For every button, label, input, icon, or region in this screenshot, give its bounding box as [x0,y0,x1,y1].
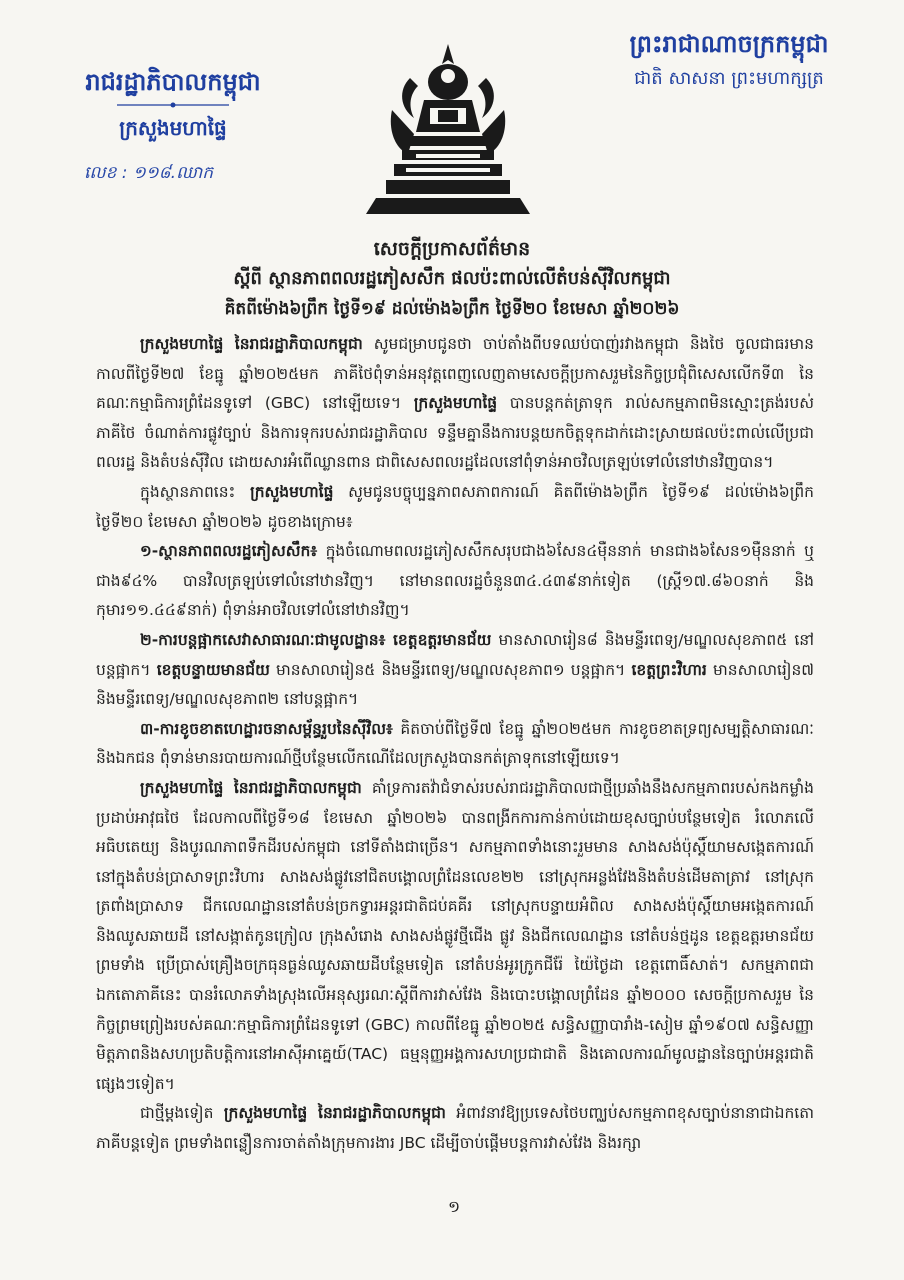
paragraph-text: អំពាវនាវឱ្យប្រទេសថៃបញ្ឈប់សកម្មភាពខុសច្បាប់នានាជាឯកតោភាគីបន្តទៀត ព្រមទាំងពន្លឿនការចាត់តាំងក្រុមការងារ JBC ដើម្បីចាប់ផ្ដើមបន្តការវាស់វែង និងរក្សា [96,1104,814,1153]
paragraph-text: មានសាលារៀន៥ និងមន្ទីរពេទ្យ/មណ្ឌលសុខភាព១ បន្តផ្អាក។ [269,660,632,679]
ornament-divider-icon [113,100,233,110]
title-subject: ស្ដីពី ស្ថានភាពពលរដ្ឋភៀសសឹក ផលប៉ះពាល់លើតំបន់ស៊ីវិលកម្ពុជា [233,268,671,289]
paragraph-text: មានសាលារៀន៧ និងមន្ទីរពេទ្យ/មណ្ឌលសុខភាព២ នៅបន្តផ្អាក។ [96,660,815,709]
paragraph-text: ក្នុងស្ថានភាពនេះ [140,482,251,501]
section-heading: ៣-ការខូចខាតហេដ្ឋារចនាសម្ព័ន្ធរួបនៃស៊ីវិល៖ [140,719,393,738]
paragraph-damage [96,715,814,774]
ministry-name: ក្រសួងមហាផ្ទៃ [119,116,227,140]
royal-emblem-icon [358,38,538,220]
paragraph-services [96,626,814,715]
paragraph-refugees [96,537,814,626]
document-title [90,234,814,324]
paragraph-text: បានបន្តកត់ត្រាទុក រាល់សកម្មភាពមិនស្មោះត្រង់របស់ភាគីថៃ ចំណាត់ការផ្លូវច្បាប់ និងការទុករបស់រាជរដ្ឋាភិបាល ទន្ទឹមគ្នានឹងការបន្តយកចិត្តទុកដាក់ដោះស្រាយផលប៉ះពាល់លើប្រជាពលរដ្ឋ និងតំបន់ស៊ីវិល ដោយសារអំពើឈ្លានពាន ជាពិសេសពលរដ្ឋដែលនៅពុំទាន់អាចវិលត្រឡប់ទៅលំនៅឋានវិញបាន។ [96,394,815,472]
paragraph-text: សូមជម្រាបជូនថា ចាប់តាំងពីបទឈប់បាញ់រវាងកម្ពុជា និងថៃ ចូលជាធរមាន កាលពីថ្ងៃទី២៧ ខែធ្នូ ឆ្នាំ២០២៥មក ភាគីថៃពុំទាន់អនុវត្តពេញលេញតាមសេចក្ដីប្រកាសរួមនៃកិច្ចប្រជុំពិសេសលើកទី៣ នៃគណៈកម្មាធិការព្រំដែនទូទៅ (GBC) នៅឡើយទេ។ [96,335,814,413]
ministry-lead: ក្រសួងមហាផ្ទៃ នៃរាជរដ្ឋាភិបាលកម្ពុជា [140,778,362,797]
page-number: ១ [448,1197,461,1216]
paragraph-update [96,478,814,537]
document-body [96,330,814,1159]
kingdom-header [584,28,874,92]
paragraph-text: សូមជូនបច្ចុប្បន្នភាពសភាពការណ៍ គិតពីម៉ោង៦ព្រឹក ថ្ងៃទី១៩ ដល់ម៉ោង៦ព្រឹក ថ្ងៃទី២០ ខែមេសា ឆ្នាំ២០២៦ ដូចខាងក្រោម៖ [96,482,814,531]
paragraph-text: ជាថ្មីម្ដងទៀត [140,1104,224,1123]
reference-number: លេខ : ១១៨.ឈាក [84,163,214,183]
section-heading: ១-ស្ថានភាពពលរដ្ឋភៀសសឹក៖ [140,542,318,561]
title-period: គិតពីម៉ោង៦ព្រឹក ថ្ងៃទី១៩ ដល់ម៉ោង៦ព្រឹក ថ្ងៃទី២០ ខែមេសា ឆ្នាំ២០២៦ [224,299,680,319]
national-motto: ជាតិ សាសនា ព្រះមហាក្សត្រ [634,68,824,89]
ministry-lead: ក្រសួងមហាផ្ទៃ នៃរាជរដ្ឋាភិបាលកម្ពុជា [223,1104,446,1123]
paragraph-text: គិតចាប់ពីថ្ងៃទី៧ ខែធ្នូ ឆ្នាំ២០២៥មក ការខូចខាតទ្រព្យសម្បត្តិសាធារណៈ និងឯកជន ពុំទាន់មានរបាយការណ៍ថ្មីបន្ថែមលើកណើដែលក្រសួងបានកត់ត្រាទុកនៅឡើយទេ។ [96,719,814,768]
paragraph-protest [96,774,814,1100]
title-main: សេចក្ដីប្រកាសព័ត៌មាន [373,238,531,260]
province-name: ខេត្តព្រះវិហារ [631,660,707,679]
ministry-lead: ក្រសួងមហាផ្ទៃ នៃរាជរដ្ឋាភិបាលកម្ពុជា [140,335,363,353]
ministry-header [58,66,288,142]
ministry-lead: ក្រសួងមហាផ្ទៃ [250,482,334,501]
paragraph-text: មានសាលារៀន៨ និងមន្ទីរពេទ្យ/មណ្ឌលសុខភាព៥ នៅបន្តផ្អាក។ [96,630,814,679]
kingdom-name: ព្រះរាជាណាចក្រកម្ពុជា [629,30,829,58]
paragraph-intro [96,330,814,478]
paragraph-text: គាំទ្រការតវ៉ាជំទាស់របស់រាជរដ្ឋាភិបាលជាថ្មីប្រឆាំងនឹងសកម្មភាពរបស់កងកម្លាំងប្រដាប់អាវុធថៃ ដែលកាលពីថ្ងៃទី១៨ ខែមេសា ឆ្នាំ២០២៦ បានពង្រីកការកាន់កាប់ដោយខុសច្បាប់បន្ថែមទៀត រំលោភលើអធិបតេយ្យ និងបូរណភាពទឹកដីរបស់កម្ពុជា នៅទីតាំងជាច្រើន។ សកម្មភាពទាំងនោះរួមមាន សាងសង់ប៉ុស្តិ៍យាមសង្កេតការណ៍នៅក្នុងតំបន់ប្រាសាទព្រះវិហារ សាងសង់ផ្លូវនៅជិតបង្គោលព្រំដែនលេខ២២ នៅស្រុកអន្លង់វែងនិងតំបន់ដើមតាត្រាវ នៅស្រុកត្រពាំងប្រាសាទ ជីកលេណដ្ឋាននៅតំបន់ច្រកទ្វារអន្តរជាតិជប់គគីរ នៅស្រុកបន្ទាយអំពិល សាងសង់ប៉ុស្តិ៍យាមអង្កេតការណ៍និងឈូសឆាយដី នៅសង្កាត់កូនក្រៀល ក្រុងសំរោង សាងសង់ផ្លូវថ្មីជើង ផ្លូវ និងជីកលេណដ្ឋាន នៅតំបន់ថ្មដូន ខេត្តឧត្តរមានជ័យ ព្រមទាំង ប្រើប្រាស់គ្រឿងចក្រធុនធ្ងន់ឈូសឆាយដីបន្ថែមទៀត នៅតំបន់អូរក្រូកជីរ៉ែ យ៉ៃថ្ងៃដា ខេត្តពោធិ៍សាត់។ សកម្មភាពជាឯកតោភាគីនេះ បានរំលោភទាំងស្រុងលើអនុស្សរណៈស្ដីពីការវាស់វែង និងបោះបង្គោលព្រំដែន ឆ្នាំ២០០០ សេចក្ដីប្រកាសរួម នៃកិច្ចព្រមព្រៀងរបស់គណៈកម្មាធិការព្រំដែនទូទៅ (GBC) កាលពីខែធ្នូ ឆ្នាំ២០២៥ សន្ធិសញ្ញាបារាំង-សៀម ឆ្នាំ១៩០៧ សន្ធិសញ្ញាមិត្តភាពនិងសហប្រតិបត្តិការនៅអាស៊ីអាគ្នេយ៍(TAC) ធម្មនុញ្ញអង្គការសហប្រជាជាតិ និងគោលការណ៍មូលដ្ឋាននៃច្បាប់អន្តរជាតិផ្សេងៗទៀត។ [96,778,814,1093]
section-heading: ២-ការបន្តផ្អាកសេវាសាធារណៈជាមូលដ្ឋាន៖ ខេត្តឧត្តរមានជ័យ [140,630,492,649]
paragraph-text: ក្នុងចំណោមពលរដ្ឋភៀសសឹកសរុបជាង៦សែន៤ម៉ឺននាក់ មានជាង៦សែន១ម៉ឺននាក់ ឬ ជាង៩៤% បានវិលត្រឡប់ទៅលំនៅឋានវិញ។ នៅមានពលរដ្ឋចំនួន៣៤.៤៣៩នាក់ទៀត (ស្ត្រី១៧.៨៦០នាក់ និងកុមារ១១.៤៤៩នាក់) ពុំទាន់អាចវិលទៅលំនៅឋានវិញ។ [96,542,814,620]
paragraph-appeal [96,1099,814,1158]
ministry-lead: ក្រសួងមហាផ្ទៃ [413,394,498,413]
government-name: រាជរដ្ឋាភិបាលកម្ពុជា [85,68,261,96]
province-name: ខេត្តបន្ទាយមានជ័យ [156,660,270,679]
